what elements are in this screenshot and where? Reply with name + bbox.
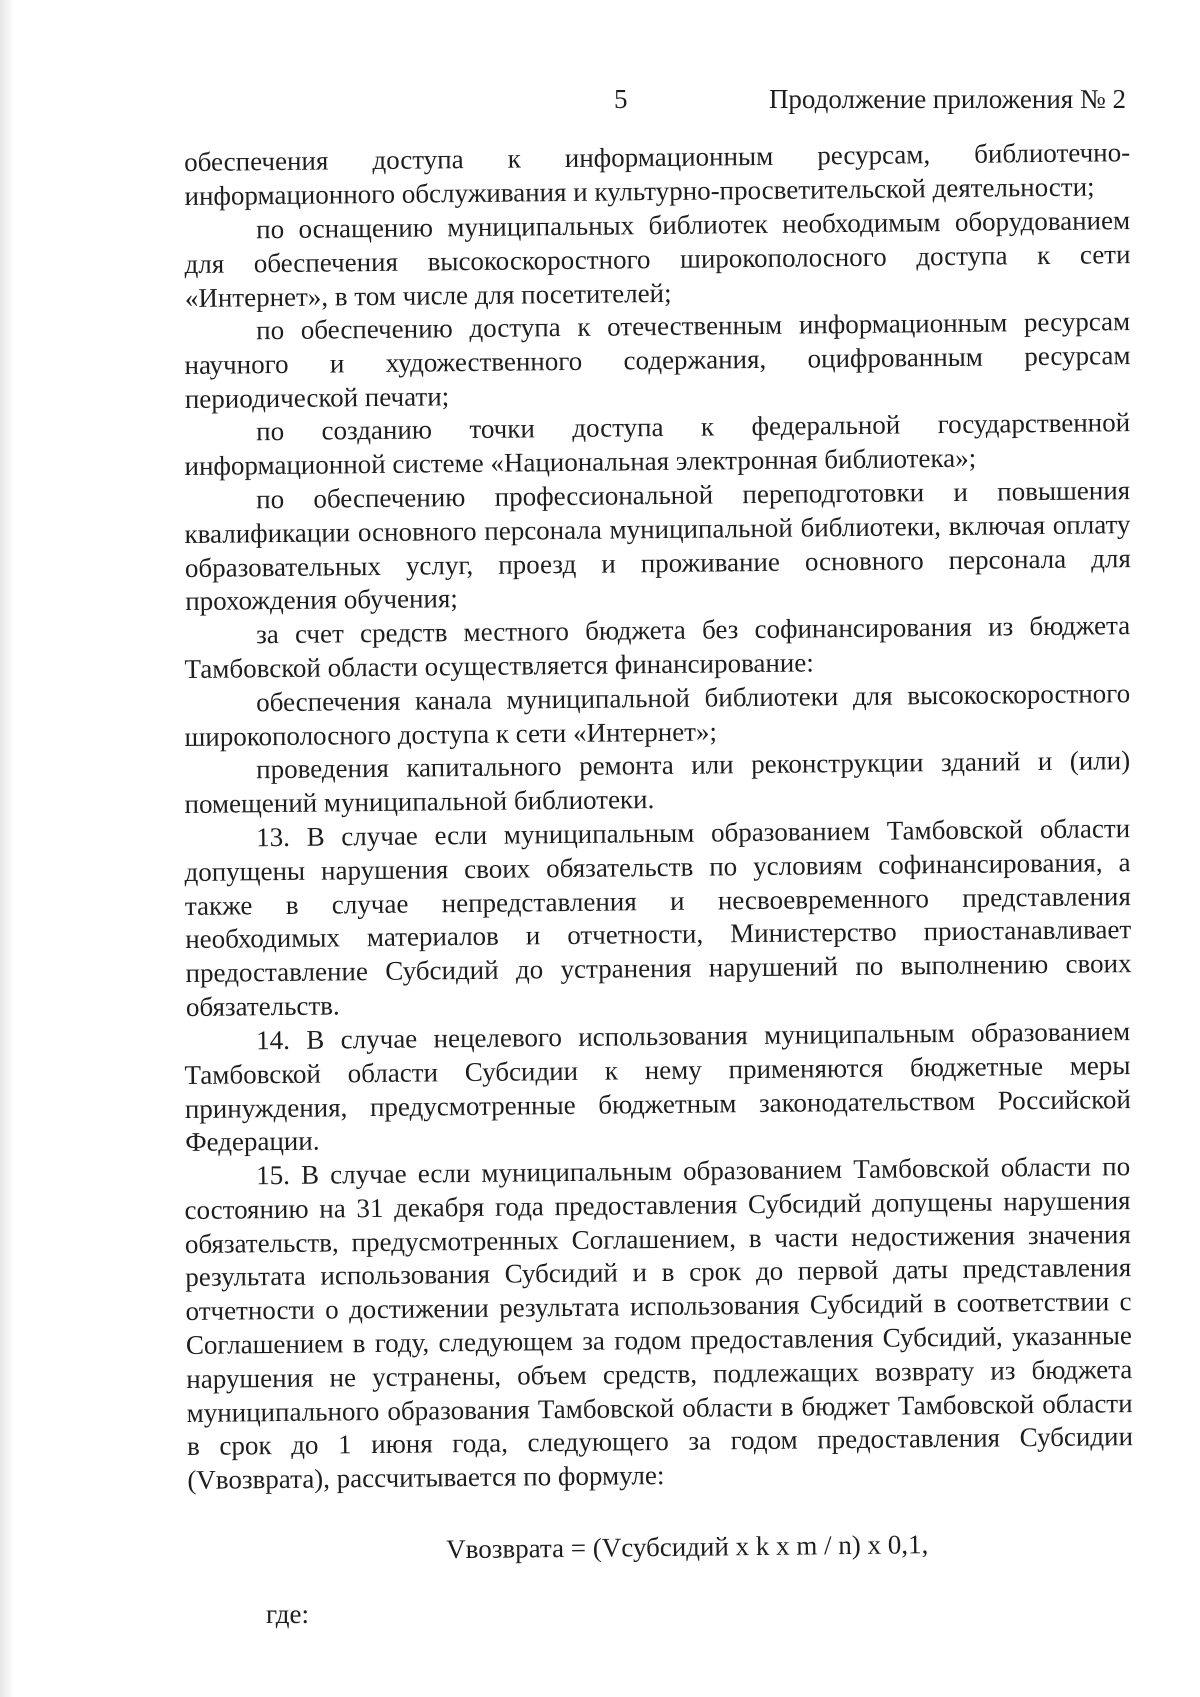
page-header: [0, 84, 1200, 124]
paragraph: обеспечения канала муниципальной библиотеки для высокоскоростного широкополосного доступа к сети «Интернет»;: [184, 677, 1131, 752]
paragraph: за счет средств местного бюджета без софинансирования из бюджета Тамбовской области осуществляется финансирование:: [184, 610, 1131, 684]
page-number: 5: [614, 84, 628, 114]
paragraph: по оснащению муниципальных библиотек необходимым оборудованием для обеспечения высокоскоростного широкополосного доступа к сети «Интернет», в том числе для посетителей;: [184, 204, 1131, 313]
paragraph: обеспечения доступа к информационным ресурсам, библиотечно-информационного обслуживания и культурно-просветительской деятельности;: [184, 137, 1131, 211]
paragraph-clause-15: 15. В случае если муниципальным образованием Тамбовской области по состоянию на 31 декабря года предоставления Субсидий допущены нарушения обязательств, предусмотренных Соглашением, в части недостижения значения результата использования Субсидий и в срок до первой даты представления отчетности о достижении результата использования Субсидий в соответствии с Соглашением в году, следующем за годом предоставления Субсидий, указанные нарушения не устранены, объем средств, подлежащих возврату из бюджета муниципального образования Тамбовской области в бюджет Тамбовской области в срок до 1 июня года, следующего за годом предоставления Субсидии (Vвозврата), рассчитывается по формуле:: [184, 1150, 1134, 1496]
paragraph: по обеспечению доступа к отечественным информационным ресурсам научного и художественного содержания, оцифрованным ресурсам периодической печати;: [184, 306, 1131, 414]
paragraph: по созданию точки доступа к федеральной государственной информационной системе «Национальная электронная библиотека»;: [184, 407, 1131, 482]
scan-edge-shadow: [0, 0, 14, 1697]
document-body: [184, 137, 1134, 1632]
appendix-continuation-label: Продолжение приложения № 2: [768, 84, 1126, 114]
where-label: где:: [266, 1598, 309, 1629]
paragraph: по обеспечению профессиональной переподготовки и повышения квалификации основного персонала муниципальной библиотеки, включая оплату образовательных услуг, проезд и проживание основного персонала для прохождения обучения;: [184, 475, 1131, 617]
refund-formula: Vвозврата = (Vсубсидий x k x m / n) x 0,1,: [446, 1529, 929, 1565]
paragraph-clause-14: 14. В случае нецелевого использования муниципальным образованием Тамбовской области Субсидии к нему применяются бюджетные меры принуждения, предусмотренные бюджетным законодательством Российской Федерации.: [184, 1015, 1131, 1158]
paragraph: проведения капитального ремонта или реконструкции зданий и (или) помещений муниципальной библиотеки.: [184, 745, 1131, 820]
paragraph-clause-13: 13. В случае если муниципальным образованием Тамбовской области допущены нарушения своих обязательств по условиям софинансирования, а также в случае непредставления и несвоевременного представления необходимых материалов и отчетности, Министерство приостанавливает предоставление Субсидий до устранения нарушений по выполнению своих обязательств.: [184, 813, 1132, 1022]
